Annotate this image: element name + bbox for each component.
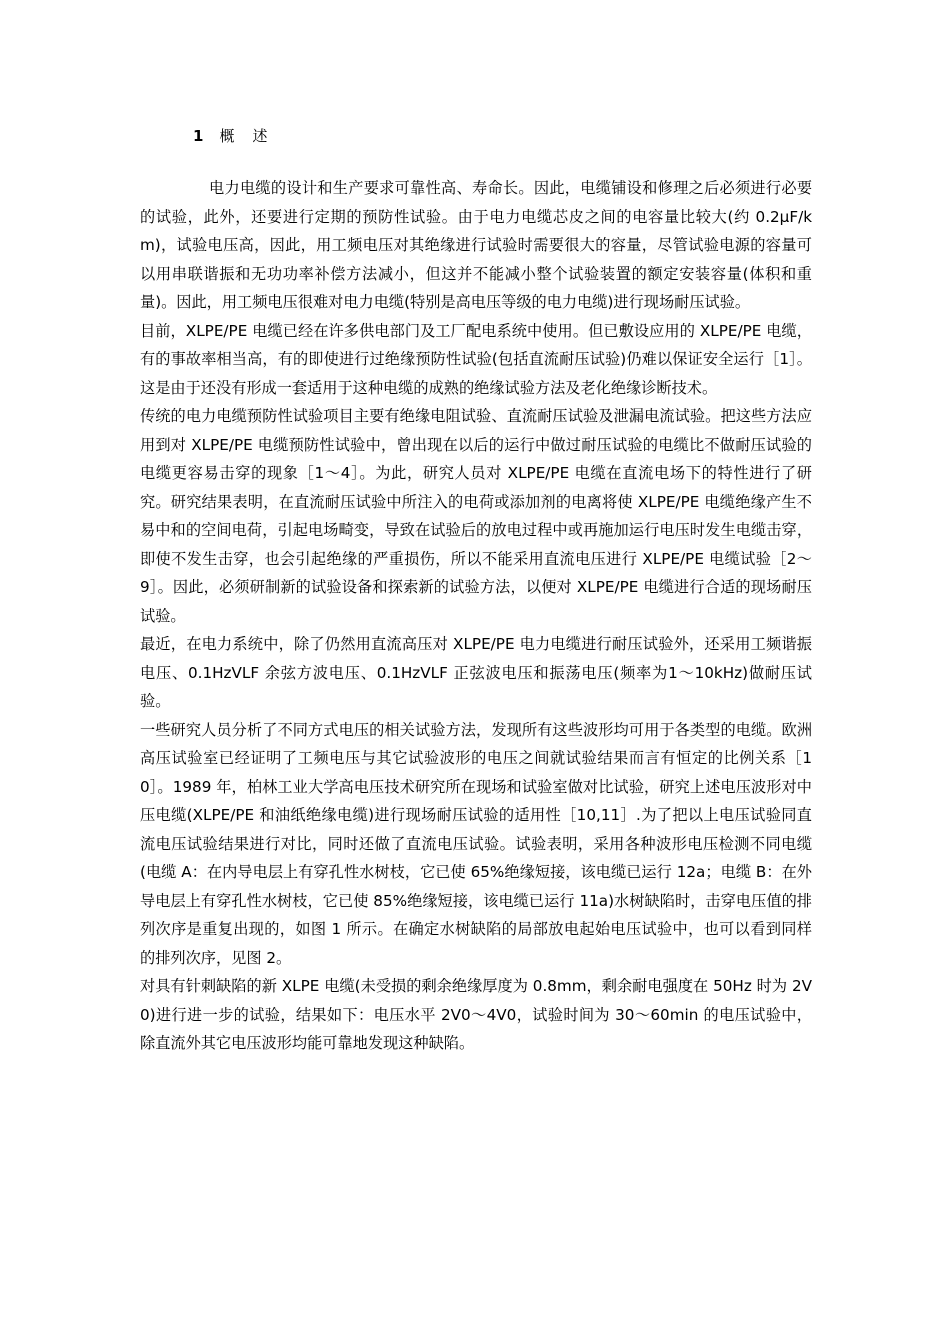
section-heading [193,124,285,148]
paragraph-recent-methods: 最近，在电力系统中，除了仍然用直流高压对 XLPE/PE 电力电缆进行耐压试验外，还采用工频谐振电压、0.1HzVLF 余弦方波电压、0.1HzVLF 正弦波电压和振荡电压(频率为1～10kHz)做耐压试验。 [140,635,812,710]
paragraph-traditional-tests: 传统的电力电缆预防性试验项目主要有绝缘电阻试验、直流耐压试验及泄漏电流试验。把这些方法应用到对 XLPE/PE 电缆预防性试验中，曾出现在以后的运行中做过耐压试验的电缆比不做耐压试验的电缆更容易击穿的现象［1～4］。为此，研究人员对 XLPE/PE 电缆在直流电场下的特性进行了研究。研究结果表明，在直流耐压试验中所注入的电荷或添加剂的电离将使 XLPE/PE 电缆绝缘产生不易中和的空间电荷，引起电场畸变，导致在试验后的放电过程中或再施加运行电压时发生电缆击穿，即使不发生击穿，也会引起绝缘的严重损伤，所以不能采用直流电压进行 XLPE/PE 电缆试验［2～9］。因此，必须研制新的试验设备和探索新的试验方法，以便对 XLPE/PE 电缆进行合适的现场耐压试验。 [140,407,812,625]
paragraph-research-comparison: 一些研究人员分析了不同方式电压的相关试验方法，发现所有这些波形均可用于各类型的电缆。欧洲高压试验室已经证明了工频电压与其它试验波形的电压之间就试验结果而言有恒定的比例关系［10］。1989 年，柏林工业大学高电压技术研究所在现场和试验室做对比试验，研究上述电压波形对中压电缆(XLPE/PE 和油纸绝缘电缆)进行现场耐压试验的适用性［10,11］.为了把以上电压试验同直流电压试验结果进行对比，同时还做了直流电压试验。试验表明，采用各种波形电压检测不同电缆(电缆 A：在内导电层上有穿孔性水树枝，它已使 65%绝缘短接，该电缆已运行 12a；电缆 B：在外导电层上有穿孔性水树枝，它已使 85%绝缘短接，该电缆已运行 11a)水树缺陷时，击穿电压值的排列次序是重复出现的，如图 1 所示。在确定水树缺陷的局部放电起始电压试验中，也可以看到同样的排列次序，见图 2。 [140,720,812,967]
paragraph-overview: 电力电缆的设计和生产要求可靠性高、寿命长。因此，电缆铺设和修理之后必须进行必要的试验，此外，还要进行定期的预防性试验。由于电力电缆芯皮之间的电容量比较大(约 0.2μF/km)，试验电压高，因此，用工频电压对其绝缘进行试验时需要很大的容量，尽管试验电源的容量可以用串联谐振和无功功率补偿方法减小，但这并不能减小整个试验装置的额定安装容量(体积和重量)。因此，用工频电压很难对电力电缆(特别是高电压等级的电力电缆)进行现场耐压试验。 [140,179,812,311]
paragraph-xlpe-status: 目前，XLPE/PE 电缆已经在许多供电部门及工厂配电系统中使用。但已敷设应用的 XLPE/PE 电缆，有的事故率相当高，有的即使进行过绝缘预防性试验(包括直流耐压试验)仍难以保证安全运行［1］。这是由于还没有形成一套适用于这种电缆的成熟的绝缘试验方法及老化绝缘诊断技术。 [140,321,812,397]
section-title: 概述 [219,127,286,145]
document-body [140,174,812,1058]
section-number: 1 [193,127,204,145]
paragraph-needle-defect: 对具有针刺缺陷的新 XLPE 电缆(未受损的剩余绝缘厚度为 0.8mm，剩余耐电强度在 50Hz 时为 2V0)进行进一步的试验，结果如下：电压水平 2V0～4V0，试验时间为 30～60min 的电压试验中，除直流外其它电压波形均能可靠地发现这种缺陷。 [140,977,812,1052]
